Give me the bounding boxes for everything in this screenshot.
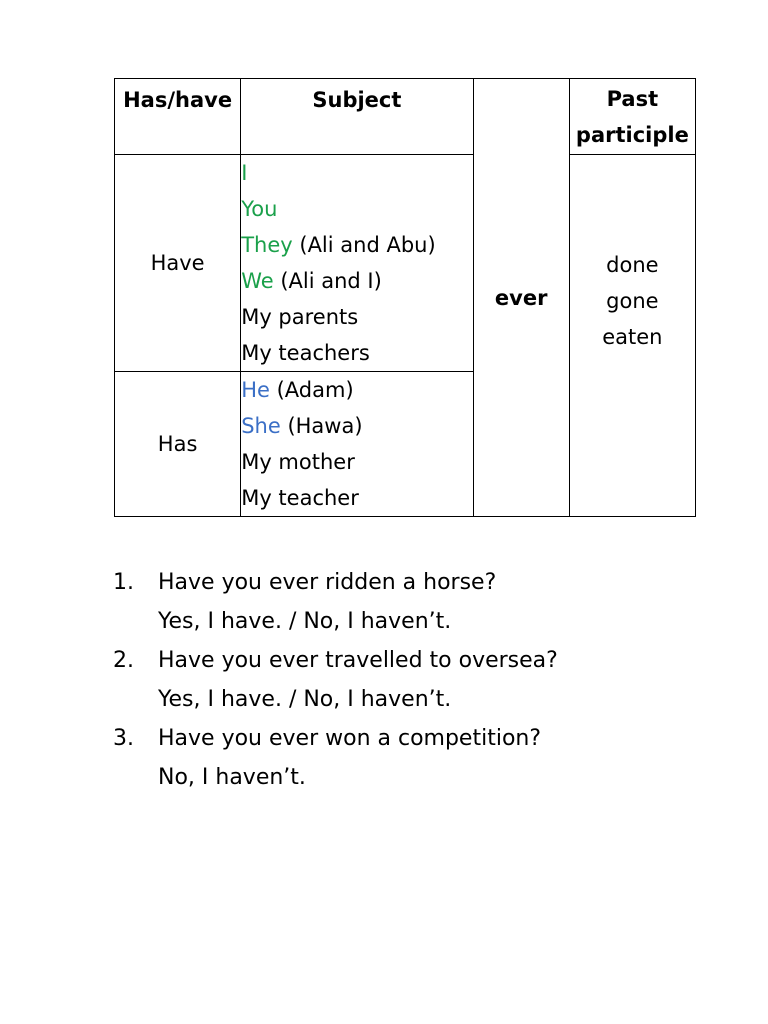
participle-item: eaten bbox=[602, 324, 663, 349]
subject-rest: My parents bbox=[241, 305, 359, 329]
question-number: 1. bbox=[113, 570, 134, 595]
subject-line bbox=[241, 227, 472, 263]
have-label-cell bbox=[115, 155, 241, 372]
subject-pronoun: They bbox=[241, 233, 293, 257]
subject-pronoun: He bbox=[241, 378, 270, 402]
participle-item: gone bbox=[606, 288, 659, 313]
question-item bbox=[113, 563, 713, 641]
subject-line bbox=[241, 444, 472, 480]
ever-word: ever bbox=[494, 285, 548, 310]
subject-line bbox=[241, 408, 472, 444]
subject-pronoun: She bbox=[241, 414, 281, 438]
subject-line bbox=[241, 299, 472, 335]
question-number: 2. bbox=[113, 648, 134, 673]
answer-text: No, I haven’t. bbox=[158, 765, 306, 790]
has-label: Has bbox=[157, 432, 198, 456]
subject-rest: (Ali and I) bbox=[273, 269, 382, 293]
has-subjects-cell bbox=[241, 372, 473, 517]
subject-pronoun: I bbox=[241, 161, 248, 185]
have-subjects-cell bbox=[241, 155, 473, 372]
subject-line bbox=[241, 191, 472, 227]
question-text: Have you ever won a competition? bbox=[158, 726, 542, 751]
subject-line bbox=[241, 155, 472, 191]
have-label: Have bbox=[150, 251, 205, 275]
header-has-have: Has/have bbox=[115, 79, 241, 155]
header-past-line: Past bbox=[606, 87, 659, 111]
question-item bbox=[113, 641, 713, 719]
header-participle-line: participle bbox=[575, 123, 689, 147]
subject-pronoun: You bbox=[241, 197, 278, 221]
subject-line bbox=[241, 263, 472, 299]
subject-rest: My teacher bbox=[241, 486, 359, 510]
question-list bbox=[113, 563, 713, 797]
question-number: 3. bbox=[113, 726, 134, 751]
subject-line bbox=[241, 480, 472, 516]
table-header-row bbox=[115, 79, 696, 155]
answer-text: Yes, I have. / No, I haven’t. bbox=[158, 687, 452, 712]
subject-rest: (Adam) bbox=[269, 378, 354, 402]
subject-line bbox=[241, 335, 472, 371]
question-text: Have you ever travelled to oversea? bbox=[158, 648, 558, 673]
ever-cell bbox=[473, 79, 569, 517]
header-past-participle bbox=[569, 79, 695, 155]
question-item bbox=[113, 719, 713, 797]
subject-pronoun: We bbox=[241, 269, 274, 293]
subject-rest: (Hawa) bbox=[280, 414, 363, 438]
have-row bbox=[115, 155, 696, 372]
grammar-table bbox=[114, 78, 696, 517]
has-label-cell bbox=[115, 372, 241, 517]
subject-rest: My teachers bbox=[241, 341, 370, 365]
participles-cell bbox=[569, 155, 695, 517]
participle-item: done bbox=[606, 252, 659, 277]
subject-rest: (Ali and Abu) bbox=[292, 233, 436, 257]
subject-rest: My mother bbox=[241, 450, 355, 474]
question-body bbox=[158, 641, 713, 719]
answer-text: Yes, I have. / No, I haven’t. bbox=[158, 609, 452, 634]
question-text: Have you ever ridden a horse? bbox=[158, 570, 497, 595]
subject-line bbox=[241, 372, 472, 408]
question-body bbox=[158, 719, 713, 797]
question-body bbox=[158, 563, 713, 641]
header-subject: Subject bbox=[241, 79, 473, 155]
